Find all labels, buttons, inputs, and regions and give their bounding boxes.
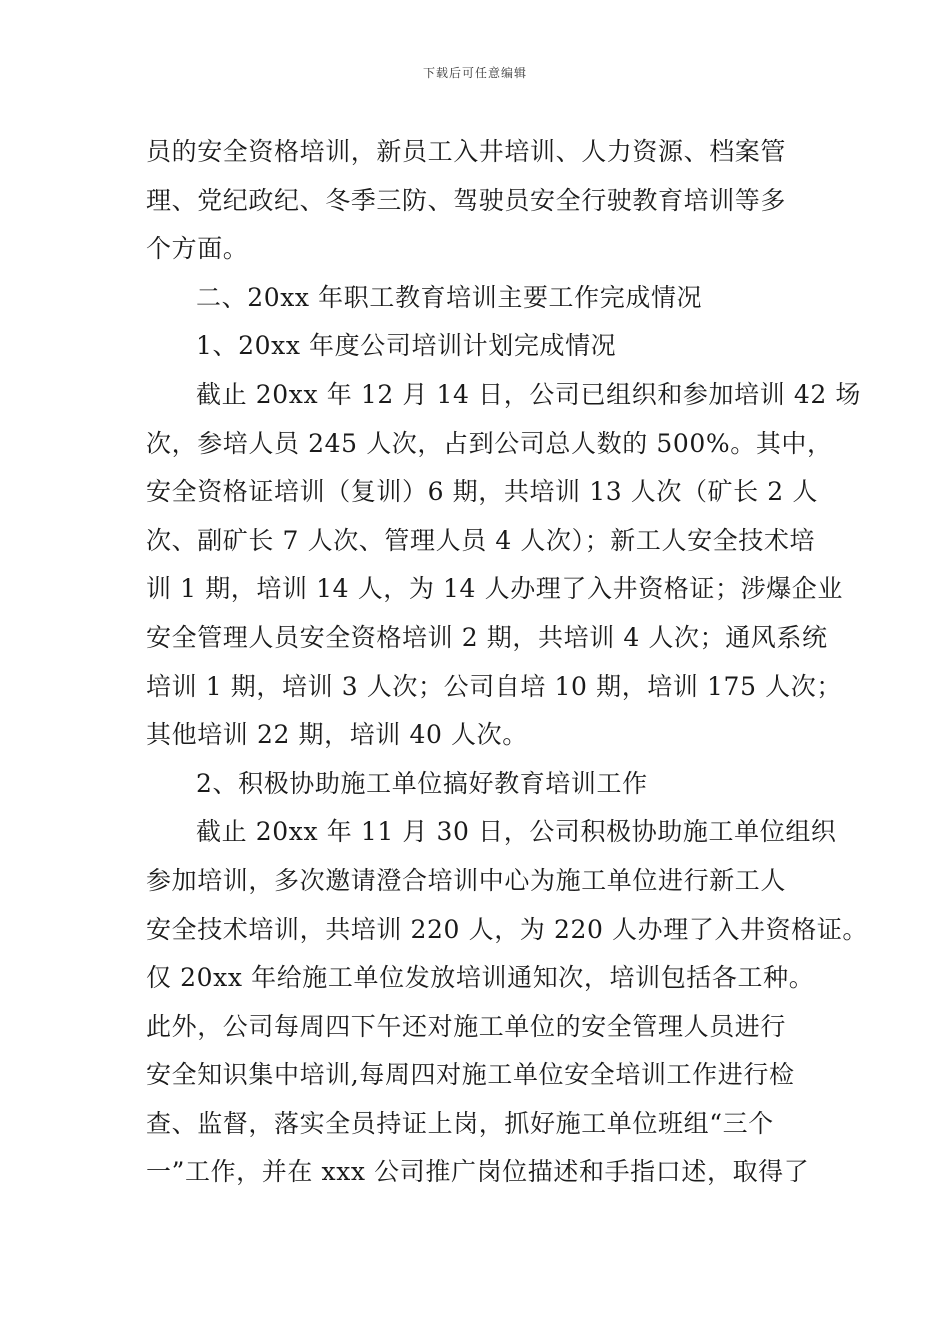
subsection-heading: 1、20xx 年度公司培训计划完成情况 — [196, 331, 617, 361]
text-line: 此外，公司每周四下午还对施工单位的安全管理人员进行 — [146, 1011, 787, 1041]
document-body — [146, 128, 869, 1197]
text-line: 员的安全资格培训，新员工入井培训、人力资源、档案管 — [146, 137, 787, 166]
section-heading: 二、20xx 年职工教育培训主要工作完成情况 — [196, 282, 703, 312]
text-line: 安全管理人员安全资格培训 2 期，共培训 4 人次；通风系统 — [146, 622, 828, 652]
text-line: 参加培训，多次邀请澄合培训中心为施工单位进行新工人 — [146, 865, 787, 895]
text-line: 截止 20xx 年 11 月 30 日，公司积极协助施工单位组织 — [196, 817, 837, 847]
subsection-heading: 2、积极协助施工单位搞好教育培训工作 — [196, 768, 648, 798]
text-line: 安全资格证培训（复训）6 期，共培训 13 人次（矿长 2 人 — [146, 477, 818, 507]
text-line: 安全知识集中培训,每周四对施工单位安全培训工作进行检 — [146, 1060, 795, 1090]
text-line: 截止 20xx 年 12 月 14 日，公司已组织和参加培训 42 场 — [196, 379, 862, 409]
text-line: 仅 20xx 年给施工单位发放培训通知次，培训包括各工种。 — [146, 963, 815, 993]
text-line: 查、监督，落实全员持证上岗，抓好施工单位班组“三个 — [146, 1108, 774, 1138]
page-header: 下载后可任意编辑 — [422, 66, 527, 80]
text-line: 一”工作，并在 xxx 公司推广岗位描述和手指口述，取得了 — [146, 1157, 810, 1187]
text-line: 个方面。 — [146, 234, 249, 264]
text-line: 安全技术培训，共培训 220 人，为 220 人办理了入井资格证。 — [146, 914, 869, 944]
text-line: 其他培训 22 期，培训 40 人次。 — [146, 720, 528, 750]
text-line: 次，参培人员 245 人次，占到公司总人数的 500%。其中， — [146, 428, 833, 458]
text-line: 培训 1 期，培训 3 人次；公司自培 10 期，培训 175 人次； — [146, 671, 842, 701]
text-line: 次、副矿长 7 人次、管理人员 4 人次）；新工人安全技术培 — [146, 525, 816, 555]
text-line: 训 1 期，培训 14 人，为 14 人办理了入井资格证；涉爆企业 — [146, 574, 844, 604]
text-line: 理、党纪政纪、冬季三防、驾驶员安全行驶教育培训等多 — [146, 185, 787, 215]
